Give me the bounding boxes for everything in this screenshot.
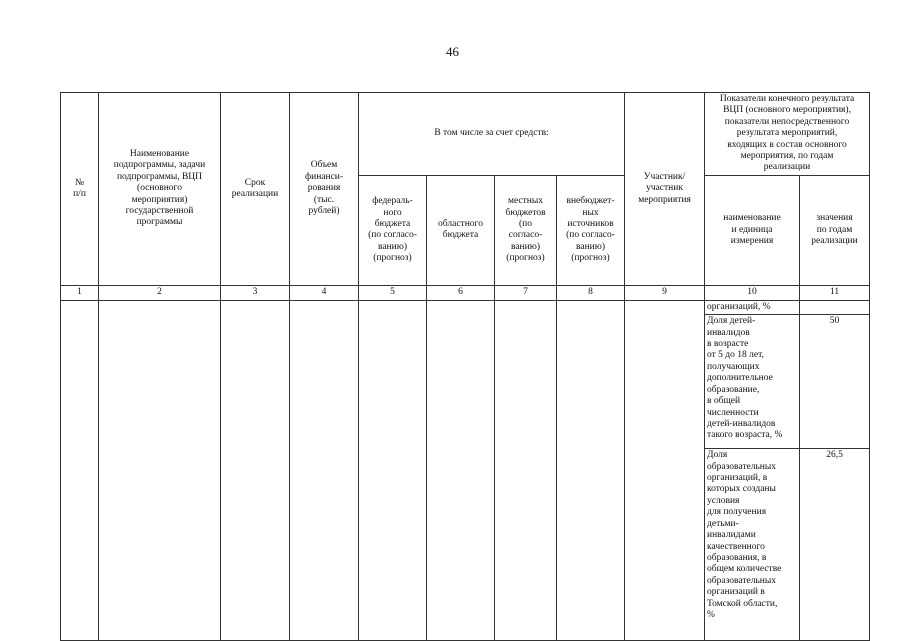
header-extrabudgetary: внебюджет- ных источников (по согласо- ванию) (прогноз) (557, 175, 625, 285)
cell-empty (61, 300, 99, 640)
column-number: 3 (221, 285, 290, 300)
header-participant: Участник/ участник мероприятия (625, 93, 705, 286)
column-number: 11 (800, 285, 870, 300)
cell-empty (221, 300, 290, 640)
indicator-value: 50 (800, 315, 870, 449)
column-numbers-row (61, 285, 870, 300)
indicator-name: Доля детей- инвалидов в возрасте от 5 до 18 лет, получающих дополнительное образование, в общей численности детей-инвалидов такого возраста, % (705, 315, 800, 449)
header-local: местных бюджетов (по согласо- ванию) (прогноз) (495, 175, 557, 285)
column-number: 8 (557, 285, 625, 300)
indicator-name: Доля образовательных организаций, в которых созданы условия для получения детьми- инвалидами качественного образования, в общем количестве образовательных организаций в Томской области, % (705, 449, 800, 641)
program-table (60, 92, 870, 641)
cell-empty (99, 300, 221, 640)
header-federal: федераль- ного бюджета (по согласо- ванию) (прогноз) (359, 175, 427, 285)
header-volume: Объем финанси- рования (тыс. рублей) (290, 93, 359, 286)
cell-empty (625, 300, 705, 640)
table-row (61, 300, 870, 314)
header-number: № п/п (61, 93, 99, 286)
column-number: 7 (495, 285, 557, 300)
column-number: 2 (99, 285, 221, 300)
column-number: 9 (625, 285, 705, 300)
indicator-value: 26,5 (800, 449, 870, 641)
cell-empty (359, 300, 427, 640)
column-number: 10 (705, 285, 800, 300)
cell-empty (290, 300, 359, 640)
header-name: Наименование подпрограммы, задачи подпрограммы, ВЦП (основного мероприятия) государственной программы (99, 93, 221, 286)
indicator-value (800, 300, 870, 314)
cell-empty (427, 300, 495, 640)
column-number: 6 (427, 285, 495, 300)
cell-empty (557, 300, 625, 640)
header-indicator-name: наименование и единица измерения (705, 175, 800, 285)
cell-empty (495, 300, 557, 640)
column-number: 4 (290, 285, 359, 300)
header-budget-group: В том числе за счет средств: (359, 93, 625, 176)
column-number: 1 (61, 285, 99, 300)
page-number: 46 (446, 44, 459, 59)
column-number: 5 (359, 285, 427, 300)
header-indicator-value: значения по годам реализации (800, 175, 870, 285)
header-period: Срок реализации (221, 93, 290, 286)
header-indicators-group: Показатели конечного результата ВЦП (основного мероприятия), показатели непосредственного результата мероприятий, входящих в состав основного мероприятия, по годам реализации (705, 93, 870, 176)
indicator-name: организаций, % (705, 300, 800, 314)
header-regional: областного бюджета (427, 175, 495, 285)
